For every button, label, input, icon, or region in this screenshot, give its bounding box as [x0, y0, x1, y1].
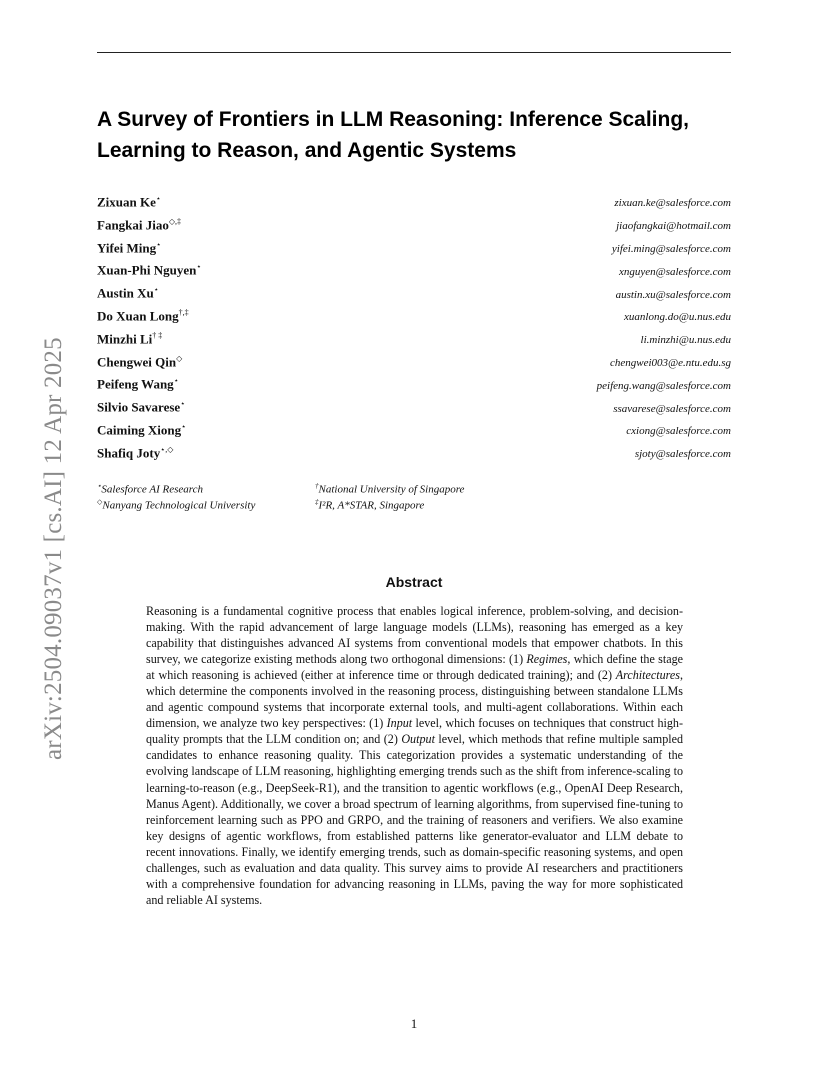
author-row: [97, 422, 731, 445]
abstract-body: [146, 603, 683, 908]
author-name-text: Minzhi Li: [97, 331, 153, 347]
affiliation-astar: [315, 495, 424, 514]
author-email[interactable]: li.minzhi@u.nus.edu: [640, 334, 731, 347]
author-row: [97, 194, 731, 217]
author-email[interactable]: xnguyen@salesforce.com: [618, 265, 731, 278]
author-name-text: Chengwei Qin: [97, 353, 177, 369]
author-affiliation-marks: ⋆: [155, 194, 161, 203]
author-name-text: Shafiq Joty: [97, 445, 161, 461]
affiliation-mark: ‡: [315, 497, 319, 506]
author-row: [97, 308, 731, 331]
affiliation-text: Salesforce AI Research: [101, 483, 204, 496]
arxiv-identifier: arXiv:2504.09037v1 [cs.AI] 12 Apr 2025: [40, 337, 67, 760]
author-name: [97, 194, 161, 210]
affiliation-mark: †: [315, 482, 319, 490]
paper-title: [97, 104, 747, 166]
affiliation-mark: ◇: [97, 497, 103, 506]
author-row: [97, 240, 731, 263]
abstract-text: level, which methods that refine multiple sampled candidates to enhance reasoning quality. This categorization provides a systematic understanding of the evolving landscape of LLM reasoning, highlighting emerging trends such as the shift from inference-scaling to learning-to-reason (e.g., DeepSeek-R1), and the transition to agentic workflows (e.g., OpenAI Deep Research, Manus Agent). Additionally, we cover a broad spectrum of learning algorithms, from supervised fine-tuning to reinforcement learning such as PPO and GRPO, and the training of reasoners and verifiers. We also examine key designs of agentic workflows, from established patterns like generator-evaluator and LLM debate to recent innovations. Finally, we identify emerging trends, such as domain-specific reasoning systems, and open challenges, such as evaluation and data quality. This survey aims to provide AI researchers and practitioners with a comprehensive foundation for advancing reasoning in LLMs, paving the way for more sophisticated and reliable AI systems.: [146, 732, 684, 907]
page-number: 1: [410, 1016, 418, 1031]
author-row: [97, 376, 731, 399]
author-name-text: Peifeng Wang: [97, 376, 174, 392]
abstract-text: , which define the stage at which reasoning is achieved (either at inference time or through dedicated training); and (2): [146, 652, 683, 683]
top-rule: [97, 52, 731, 53]
author-name: [97, 331, 162, 347]
abstract-text: , which determine the components involved in the reasoning process, distinguishing between standalone LLMs and agentic compound systems that incorporate external tools, and multi-agent collaborations. Within each dimension, we analyze two key perspectives: (1): [146, 668, 683, 731]
author-affiliation-marks: ◇: [176, 353, 183, 363]
author-email[interactable]: yifei.ming@salesforce.com: [611, 242, 731, 255]
author-affiliation-marks: ⋆,◇: [160, 444, 174, 454]
author-name-text: Fangkai Jiao: [97, 217, 169, 233]
author-affiliation-marks: ◇,‡: [168, 216, 182, 226]
author-affiliation-marks: ⋆: [156, 239, 162, 249]
author-name: [97, 285, 159, 301]
author-row: [97, 285, 731, 308]
author-email[interactable]: cxiong@salesforce.com: [626, 425, 731, 438]
abstract-emphasis: Input: [386, 716, 413, 731]
abstract-text: Reasoning is a fundamental cognitive process that enables logical inference, problem-solving, and decision-making. With the rapid advancement of large language models (LLMs), reasoning has emerged as a key capability that distinguishes advanced AI systems from conventional models that empower chatbots. In this survey, we categorize existing methods along two orthogonal dimensions: (1): [146, 604, 683, 667]
author-row: [97, 331, 731, 354]
author-name: [97, 240, 161, 256]
author-name: [97, 422, 186, 438]
author-name: [97, 445, 173, 461]
author-email[interactable]: peifeng.wang@salesforce.com: [596, 379, 731, 392]
author-name-text: Silvio Savarese: [97, 399, 181, 415]
author-affiliation-marks: † ‡: [152, 330, 163, 340]
title-line-1: A Survey of Frontiers in LLM Reasoning: Inference Scaling,: [97, 108, 689, 131]
author-name-text: Yifei Ming: [97, 239, 157, 255]
author-name: [97, 376, 179, 392]
abstract-emphasis: Architectures: [615, 668, 680, 683]
abstract-heading: Abstract: [385, 574, 443, 590]
affiliation-text: National University of Singapore: [318, 483, 465, 496]
author-affiliation-marks: ⋆: [173, 376, 179, 386]
author-email[interactable]: ssavarese@salesforce.com: [613, 402, 731, 415]
author-email[interactable]: zixuan.ke@salesforce.com: [614, 197, 731, 210]
author-row: [97, 354, 731, 377]
author-email[interactable]: sjoty@salesforce.com: [634, 448, 731, 461]
author-name: [97, 217, 181, 233]
author-row: [97, 217, 731, 240]
author-email[interactable]: austin.xu@salesforce.com: [615, 288, 731, 301]
author-email[interactable]: jiaofangkai@hotmail.com: [616, 220, 731, 233]
author-list: [97, 194, 731, 468]
author-row: [97, 262, 731, 285]
affiliation-ntu: [97, 495, 255, 514]
abstract-emphasis: Regimes: [526, 652, 568, 667]
author-affiliation-marks: †,‡: [178, 307, 189, 317]
author-name: [97, 399, 185, 415]
abstract-emphasis: Output: [401, 732, 435, 747]
author-row: [97, 399, 731, 422]
author-name-text: Austin Xu: [97, 285, 154, 301]
affiliation-text: I²R, A*STAR, Singapore: [318, 499, 425, 512]
author-affiliation-marks: ⋆: [181, 421, 187, 431]
author-row: [97, 445, 731, 468]
abstract-text: level, which focuses on techniques that construct high-quality prompts that the LLM condition on; and (2): [146, 716, 683, 747]
author-name-text: Zixuan Ke: [97, 194, 156, 210]
author-email[interactable]: xuanlong.do@u.nus.edu: [624, 311, 731, 324]
affiliation-text: Nanyang Technological University: [102, 499, 256, 512]
author-affiliation-marks: ⋆: [180, 399, 186, 409]
affiliation-mark: ⋆: [97, 482, 102, 490]
author-name: [97, 262, 201, 278]
author-name-text: Xuan-Phi Nguyen: [97, 262, 197, 278]
author-name: [97, 308, 189, 324]
author-affiliation-marks: ⋆: [196, 262, 202, 272]
author-affiliation-marks: ⋆: [153, 285, 159, 295]
author-name-text: Do Xuan Long: [97, 308, 179, 324]
author-name-text: Caiming Xiong: [97, 422, 182, 438]
title-line-2: Learning to Reason, and Agentic Systems: [97, 139, 517, 162]
author-name: [97, 354, 182, 370]
author-email[interactable]: chengwei003@e.ntu.edu.sg: [609, 356, 731, 369]
